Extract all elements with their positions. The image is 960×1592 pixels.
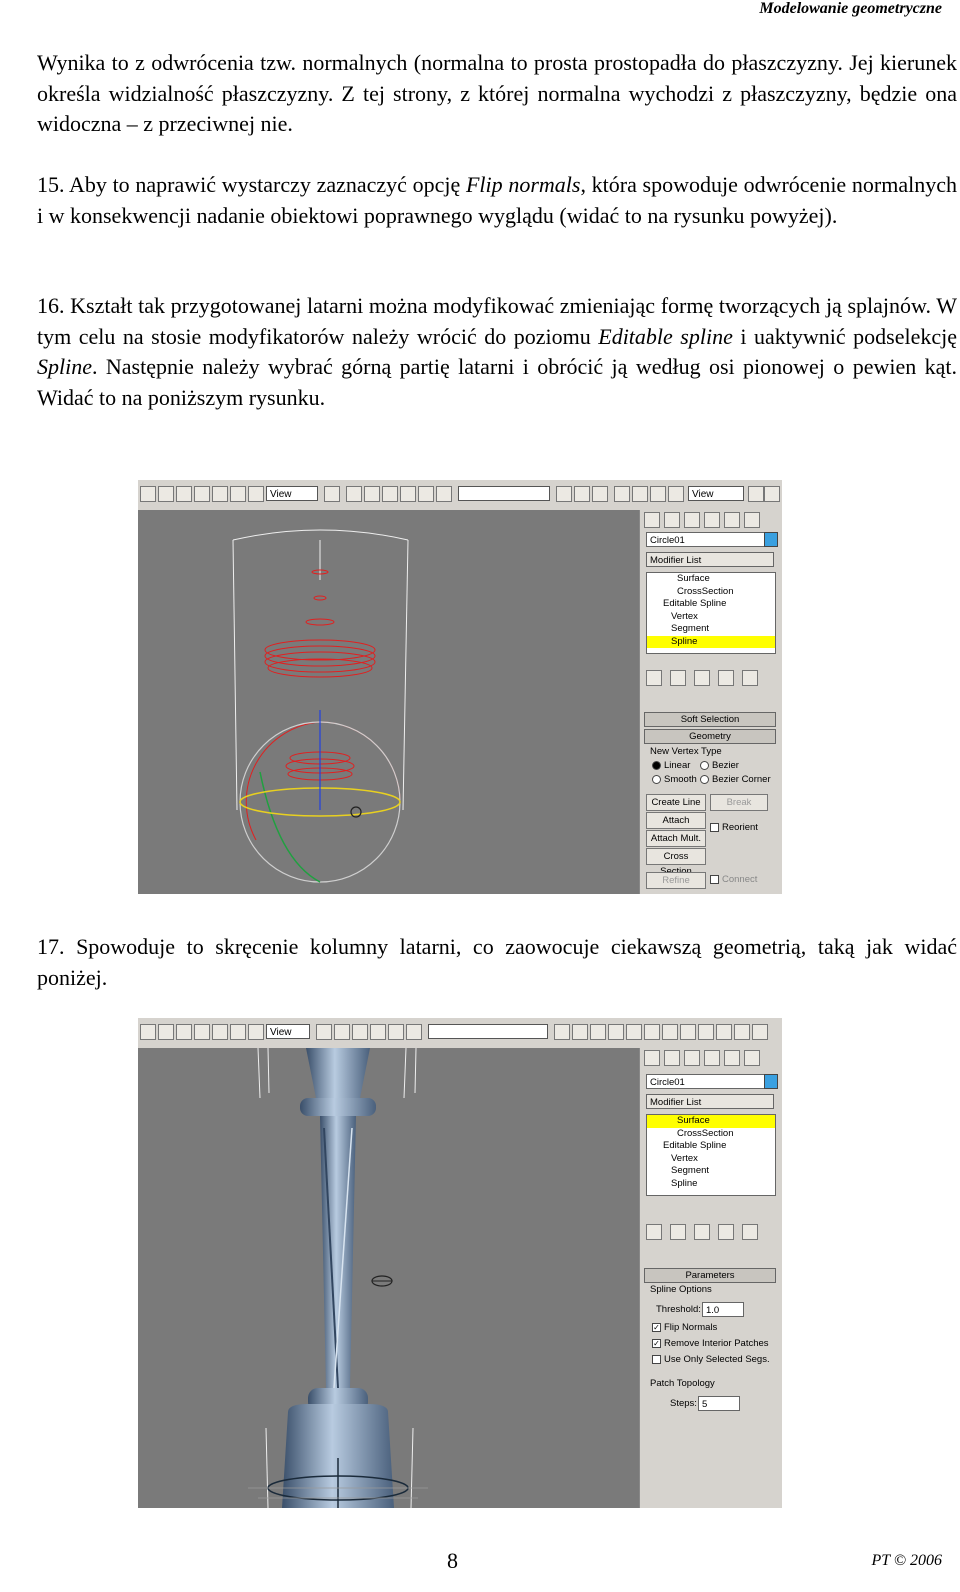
quick-render-icon[interactable] — [748, 486, 764, 502]
mirror-icon[interactable] — [346, 486, 362, 502]
percent-snap-icon[interactable] — [418, 486, 434, 502]
item-number: 17. — [37, 934, 65, 959]
threshold-label: Threshold: — [656, 1304, 701, 1315]
text: , która spowoduje odwrócenie normalnych i w konsekwencji nadanie obiektowi poprawnego wyglądu (widać to na rysunku powyżej). — [37, 172, 957, 228]
modifier-stack[interactable] — [646, 572, 776, 654]
patch-topology-label: Patch Topology — [650, 1378, 715, 1389]
break-button[interactable]: Break — [710, 794, 768, 811]
scale-icon[interactable] — [212, 1024, 228, 1040]
paragraph-15 — [37, 170, 957, 231]
radio-smooth[interactable]: Smooth — [652, 774, 697, 785]
show-end-result-icon[interactable] — [670, 670, 686, 686]
render-last-icon[interactable] — [698, 1024, 714, 1040]
show-end-result-icon[interactable] — [670, 1224, 686, 1240]
layer-icon[interactable] — [590, 1024, 606, 1040]
text: . Następnie należy wybrać górną partię latarni i obrócić ją według osi pionowej o pewien kąt. Widać to na poniższym rysunku. — [37, 354, 957, 410]
main-toolbar — [138, 480, 782, 511]
percent-snap-icon[interactable] — [388, 1024, 404, 1040]
term: Editable spline — [598, 323, 733, 349]
page-number: 8 — [447, 1548, 458, 1573]
text: Kształt tak przygotowanej latarni można modyfikować zmieniając formę tworzących ją splajnów. W tym celu na stosie modyfikatorów należy wrócić do poziomu — [37, 293, 957, 349]
environment-icon[interactable] — [734, 1024, 750, 1040]
material-editor-icon[interactable] — [650, 486, 666, 502]
flip-normals-checkbox[interactable]: ✓ Flip Normals — [653, 1322, 718, 1333]
viewport-scene — [138, 1048, 640, 1508]
rotate-icon[interactable] — [230, 486, 246, 502]
snap-icon[interactable] — [248, 1024, 264, 1040]
display-tab-icon[interactable] — [724, 512, 740, 528]
text: i uaktywnić podselekcję — [732, 323, 957, 349]
snap-icon[interactable] — [382, 486, 398, 502]
modifier-list-dropdown[interactable]: Modifier List — [646, 1094, 774, 1109]
rotate-icon[interactable] — [194, 1024, 210, 1040]
stack-item-spline[interactable]: Spline — [671, 1177, 698, 1189]
reference-coord-dropdown[interactable]: View — [266, 486, 318, 501]
command-panel — [639, 510, 782, 894]
configure-sets-icon[interactable] — [742, 1224, 758, 1240]
region-icon[interactable] — [176, 486, 192, 502]
radio-bezier-corner[interactable]: Bezier Corner — [700, 774, 771, 785]
remove-modifier-icon[interactable] — [718, 1224, 734, 1240]
align-tool-icon[interactable] — [572, 1024, 588, 1040]
steps-spinner[interactable]: 5 — [698, 1396, 740, 1411]
attach-mult-button[interactable]: Attach Mult. — [646, 830, 706, 847]
motion-tab-icon[interactable] — [704, 1050, 720, 1066]
render-last-icon[interactable] — [764, 486, 780, 502]
hierarchy-tab-icon[interactable] — [684, 1050, 700, 1066]
rollout-soft-selection[interactable]: Soft Selection — [644, 712, 776, 727]
refine-button[interactable]: Refine — [646, 872, 706, 889]
radio-bezier[interactable]: Bezier — [700, 760, 739, 771]
create-tab-icon[interactable] — [644, 512, 660, 528]
named-selection-dropdown[interactable] — [458, 486, 550, 501]
stack-item-segment[interactable]: Segment — [671, 623, 710, 634]
select-name-icon[interactable] — [158, 486, 174, 502]
connect-checkbox[interactable]: Connect — [710, 874, 757, 885]
cross-section-button[interactable]: Cross — [646, 848, 706, 865]
term: Flip normals — [465, 172, 581, 197]
select-icon[interactable] — [140, 1024, 156, 1040]
item-number: 15. — [37, 172, 65, 197]
pivot-icon[interactable] — [316, 1024, 332, 1040]
configure-sets-icon[interactable] — [742, 670, 758, 686]
rollout-geometry[interactable]: Geometry — [644, 729, 776, 744]
reorient-checkbox[interactable]: Reorient — [710, 822, 758, 833]
named-selection-dropdown[interactable] — [428, 1024, 548, 1039]
render-frame-icon[interactable] — [716, 1024, 732, 1040]
angle-snap-icon[interactable] — [370, 1024, 386, 1040]
object-name-field[interactable]: Circle01 — [646, 1074, 766, 1089]
curve-editor-icon[interactable] — [614, 486, 630, 502]
modifier-stack[interactable] — [646, 1114, 776, 1196]
object-name-field[interactable]: Circle01 — [646, 532, 766, 547]
new-vertex-type-label: New Vertex Type — [650, 746, 722, 757]
extra-tool-icon[interactable] — [752, 1024, 768, 1040]
render-setup-icon[interactable] — [662, 1024, 678, 1040]
align-icon[interactable] — [364, 486, 380, 502]
stack-item-crosssection[interactable]: CrossSection — [677, 1127, 734, 1139]
mirror-tool-icon[interactable] — [554, 1024, 570, 1040]
use-only-selected-segs-checkbox[interactable]: Use Only Selected Segs. — [652, 1354, 770, 1365]
render-type-dropdown[interactable]: View — [688, 486, 744, 501]
modify-tab-icon[interactable] — [664, 1050, 680, 1066]
pin-stack-icon[interactable] — [646, 670, 662, 686]
create-line-button[interactable]: Create Line — [646, 794, 706, 811]
align-icon[interactable] — [352, 1024, 368, 1040]
display-tab-icon[interactable] — [724, 1050, 740, 1066]
spinner-snap-icon[interactable] — [406, 1024, 422, 1040]
schematic-icon[interactable] — [626, 1024, 642, 1040]
motion-tab-icon[interactable] — [704, 512, 720, 528]
viewport-scene — [138, 510, 640, 894]
angle-snap-icon[interactable] — [400, 486, 416, 502]
render-setup-icon[interactable] — [668, 486, 684, 502]
stack-item-vertex[interactable]: Vertex — [671, 1152, 698, 1164]
stack-item-vertex[interactable]: Vertex — [671, 610, 698, 622]
viewport-perspective[interactable] — [138, 1048, 640, 1508]
text: Aby to naprawić wystarczy zaznaczyć opcję — [68, 172, 466, 197]
utilities-tab-icon[interactable] — [744, 512, 760, 528]
layer-icon[interactable] — [592, 486, 608, 502]
radio-linear[interactable]: Linear — [652, 760, 690, 771]
undo-icon[interactable] — [230, 1024, 246, 1040]
pin-stack-icon[interactable] — [646, 1224, 662, 1240]
term: Spline — [37, 354, 92, 379]
material-editor-icon[interactable] — [644, 1024, 660, 1040]
screenshot-twisted-column — [138, 1018, 782, 1508]
reference-coord-dropdown[interactable]: View — [266, 1024, 310, 1039]
mirror-tool-icon[interactable] — [556, 486, 572, 502]
spinner-snap-icon[interactable] — [436, 486, 452, 502]
scale-icon[interactable] — [248, 486, 264, 502]
stack-item-surface[interactable]: Surface — [677, 573, 710, 584]
running-header: Modelowanie geometryczne — [759, 0, 942, 17]
stack-item-surface[interactable]: Surface — [647, 1115, 775, 1128]
window-crossing-icon[interactable] — [194, 486, 210, 502]
modifier-list-dropdown[interactable]: Modifier List — [646, 552, 774, 567]
region-icon[interactable] — [158, 1024, 174, 1040]
paragraph-intro: Wynika to z odwrócenia tzw. normalnych (normalna to prosta prostopadła do płaszczyzny. Jej kierunek określa widzialność płaszczyzny. Z tej strony, z której normalna wychodzi z płaszczyzny, będzie ona widoczna – z przeciwnej nie. — [37, 50, 957, 136]
select-icon[interactable] — [140, 486, 156, 502]
viewport-perspective[interactable] — [138, 510, 640, 894]
utilities-tab-icon[interactable] — [744, 1050, 760, 1066]
modify-tab-icon[interactable] — [664, 512, 680, 528]
steps-label: Steps: — [670, 1398, 697, 1409]
stack-item-segment[interactable]: Segment — [671, 1165, 710, 1176]
schematic-icon[interactable] — [632, 486, 648, 502]
object-color-swatch[interactable] — [764, 532, 778, 547]
screenshot-editable-spline — [138, 480, 782, 894]
stack-item-editable-spline[interactable]: Editable Spline — [663, 598, 727, 609]
curve-editor-icon[interactable] — [608, 1024, 624, 1040]
stack-item-editable-spline[interactable]: Editable Spline — [663, 1140, 727, 1151]
paragraph-16 — [37, 291, 957, 413]
stack-item-crosssection[interactable]: CrossSection — [677, 585, 734, 597]
remove-interior-patches-checkbox[interactable]: ✓ Remove Interior Patches — [653, 1338, 769, 1349]
item-number: 16. — [37, 293, 65, 318]
spline-options-label: Spline Options — [650, 1284, 712, 1295]
mirror-icon[interactable] — [334, 1024, 350, 1040]
make-unique-icon[interactable] — [694, 670, 710, 686]
threshold-spinner[interactable]: 1.0 — [702, 1302, 744, 1317]
rollout-parameters[interactable]: Parameters — [644, 1268, 776, 1283]
quick-render-icon[interactable] — [680, 1024, 696, 1040]
remove-modifier-icon[interactable] — [718, 670, 734, 686]
move-icon[interactable] — [176, 1024, 192, 1040]
pivot-icon[interactable] — [324, 486, 340, 502]
command-panel — [639, 1048, 782, 1508]
paragraph-17 — [37, 932, 957, 993]
make-unique-icon[interactable] — [694, 1224, 710, 1240]
align-tool-icon[interactable] — [574, 486, 590, 502]
stack-item-spline[interactable]: Spline — [647, 636, 775, 649]
text: Spowoduje to skręcenie kolumny latarni, co zaowocuje ciekawszą geometrią, taką jak widać poniżej. — [37, 934, 957, 990]
attach-button[interactable]: Attach — [646, 812, 706, 829]
hierarchy-tab-icon[interactable] — [684, 512, 700, 528]
move-icon[interactable] — [212, 486, 228, 502]
create-tab-icon[interactable] — [644, 1050, 660, 1066]
main-toolbar — [138, 1018, 782, 1049]
footer-copyright: PT © 2006 — [871, 1552, 942, 1569]
object-color-swatch[interactable] — [764, 1074, 778, 1089]
